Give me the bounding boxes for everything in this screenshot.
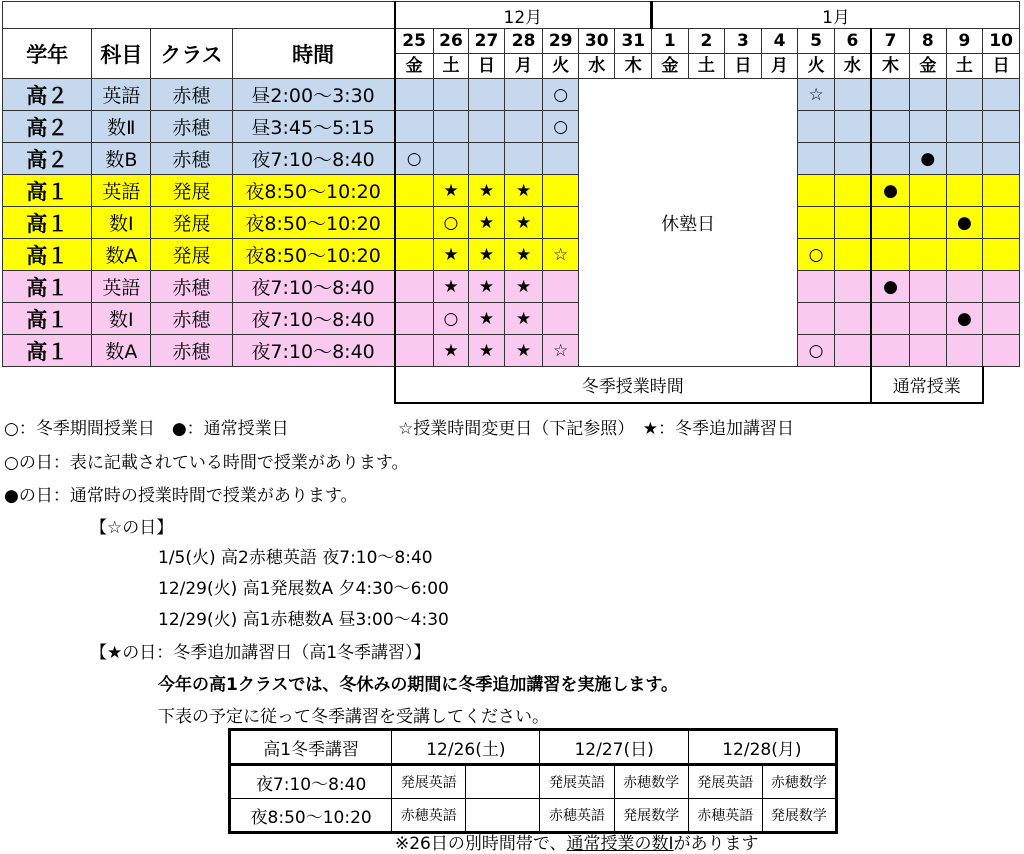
schedule-row bbox=[3, 335, 1020, 367]
day-number: 26 bbox=[433, 29, 469, 54]
schedule-mark: ★ bbox=[469, 207, 505, 239]
schedule-mark: ● bbox=[910, 143, 947, 175]
star-open-item: 1/5(火) 高2赤穂英語 夜7:10～8:40 bbox=[158, 548, 433, 568]
schedule-mark: ★ bbox=[504, 271, 543, 303]
day-number: 7 bbox=[871, 29, 910, 54]
schedule-mark bbox=[798, 111, 835, 143]
day-number: 29 bbox=[543, 29, 579, 54]
schedule-mark: ★ bbox=[504, 207, 543, 239]
star-open-title: 【☆の日】 bbox=[90, 518, 174, 538]
schedule-mark: ☆ bbox=[798, 79, 835, 111]
schedule-mark bbox=[834, 143, 871, 175]
schedule-mark bbox=[543, 271, 579, 303]
schedule-mark: ★ bbox=[469, 271, 505, 303]
schedule-mark bbox=[543, 143, 579, 175]
weekday: 土 bbox=[433, 54, 469, 79]
schedule-mark: ○ bbox=[433, 303, 469, 335]
schedule-mark bbox=[910, 79, 947, 111]
winter-period-label: 冬季授業時間 bbox=[395, 367, 871, 403]
time-cell: 昼3:45～5:15 bbox=[232, 111, 395, 143]
subject-cell: 数Ⅱ bbox=[92, 111, 151, 143]
sub-cell: 発展英語 bbox=[392, 765, 466, 799]
schedule-mark bbox=[395, 271, 434, 303]
schedule-mark: ● bbox=[946, 207, 983, 239]
footnote bbox=[395, 829, 759, 854]
legend-dot-day: ●の日：通常時の授業時間で授業があります。 bbox=[4, 486, 358, 506]
legend-stars: ☆授業時間変更日（下記参照） ★：冬季追加講習日 bbox=[398, 419, 794, 439]
schedule-mark bbox=[798, 303, 835, 335]
schedule-mark: ☆ bbox=[543, 239, 579, 271]
schedule-mark bbox=[946, 111, 983, 143]
legend-circle-day: ○の日：表に記載されている時間で授業があります。 bbox=[4, 453, 409, 473]
schedule-mark bbox=[910, 303, 947, 335]
sub-cell: 赤穂英語 bbox=[688, 799, 762, 833]
schedule-mark bbox=[871, 239, 910, 271]
day-number: 3 bbox=[725, 29, 762, 54]
regular-period-label: 通常授業 bbox=[871, 367, 983, 403]
weekday: 月 bbox=[761, 54, 798, 79]
sub-cell: 発展数学 bbox=[762, 799, 836, 833]
weekday: 木 bbox=[615, 54, 652, 79]
schedule-mark bbox=[504, 143, 543, 175]
day-number: 9 bbox=[946, 29, 983, 54]
grade-cell: 高１ bbox=[3, 207, 92, 239]
schedule-mark bbox=[983, 207, 1020, 239]
subject-cell: 数B bbox=[92, 143, 151, 175]
sub-cell: 発展英語 bbox=[540, 765, 614, 799]
star-open-item: 12/29(火) 高1発展数A 夕4:30～6:00 bbox=[158, 579, 449, 599]
weekday: 水 bbox=[834, 54, 871, 79]
schedule-mark: ● bbox=[946, 303, 983, 335]
holiday-block: 休塾日 bbox=[578, 79, 797, 367]
sub-cell: 赤穂英語 bbox=[392, 799, 466, 833]
day-number: 2 bbox=[688, 29, 725, 54]
day-number: 5 bbox=[798, 29, 835, 54]
sub-cell: 赤穂数学 bbox=[614, 765, 688, 799]
schedule-mark bbox=[798, 143, 835, 175]
subject-cell: 数A bbox=[92, 335, 151, 367]
grade-cell: 高１ bbox=[3, 239, 92, 271]
class-cell: 赤穂 bbox=[151, 303, 232, 335]
schedule-mark bbox=[433, 111, 469, 143]
schedule-mark bbox=[395, 111, 434, 143]
day-number: 27 bbox=[469, 29, 505, 54]
schedule-mark bbox=[946, 239, 983, 271]
time-cell: 夜8:50～10:20 bbox=[232, 239, 395, 271]
class-cell: 赤穂 bbox=[151, 143, 232, 175]
schedule-mark bbox=[983, 111, 1020, 143]
schedule-mark: ★ bbox=[433, 239, 469, 271]
schedule-mark: ★ bbox=[433, 335, 469, 367]
footnote-prefix: ※26日の別時間帯で、 bbox=[395, 834, 567, 854]
schedule-mark bbox=[543, 175, 579, 207]
day-number: 10 bbox=[983, 29, 1020, 54]
day-number: 1 bbox=[652, 29, 689, 54]
schedule-mark bbox=[543, 207, 579, 239]
sub-date: 12/26(土) bbox=[392, 730, 540, 765]
subject-cell: 数A bbox=[92, 239, 151, 271]
sub-cell: 赤穂数学 bbox=[762, 765, 836, 799]
time-cell: 夜7:10～8:40 bbox=[232, 303, 395, 335]
time-cell: 夜8:50～10:20 bbox=[232, 175, 395, 207]
footnote-underlined: 通常授業の数Ⅰ bbox=[566, 834, 674, 854]
schedule-mark bbox=[834, 303, 871, 335]
subject-cell: 英語 bbox=[92, 79, 151, 111]
schedule-mark bbox=[910, 335, 947, 367]
schedule-mark bbox=[469, 79, 505, 111]
schedule-mark: ★ bbox=[469, 175, 505, 207]
schedule-mark bbox=[946, 175, 983, 207]
legend-circles: ○：冬季期間授業日 ●：通常授業日 bbox=[4, 419, 289, 439]
schedule-mark: ★ bbox=[504, 175, 543, 207]
schedule-mark bbox=[504, 111, 543, 143]
grade-cell: 高２ bbox=[3, 143, 92, 175]
star-open-item: 12/29(火) 高1赤穂数A 昼3:00～4:30 bbox=[158, 610, 449, 630]
month-december: 12月 bbox=[395, 2, 652, 29]
schedule-mark: ● bbox=[871, 271, 910, 303]
sub-time: 夜7:10～8:40 bbox=[230, 765, 392, 799]
sub-cell: 赤穂英語 bbox=[540, 799, 614, 833]
schedule-mark bbox=[834, 271, 871, 303]
class-cell: 発展 bbox=[151, 175, 232, 207]
sub-table-title: 高1冬季講習 bbox=[230, 730, 392, 765]
schedule-mark: ○ bbox=[543, 111, 579, 143]
class-cell: 発展 bbox=[151, 239, 232, 271]
schedule-mark: ○ bbox=[433, 207, 469, 239]
schedule-mark bbox=[983, 303, 1020, 335]
subject-cell: 数Ⅰ bbox=[92, 303, 151, 335]
schedule-row bbox=[3, 111, 1020, 143]
winter-course-table bbox=[228, 728, 838, 834]
schedule-mark bbox=[395, 207, 434, 239]
schedule-mark bbox=[983, 239, 1020, 271]
schedule-mark bbox=[910, 111, 947, 143]
schedule-row bbox=[3, 271, 1020, 303]
day-number: 30 bbox=[578, 29, 615, 54]
subject-cell: 英語 bbox=[92, 175, 151, 207]
schedule-mark bbox=[946, 335, 983, 367]
col-grade: 学年 bbox=[3, 29, 92, 79]
grade-cell: 高２ bbox=[3, 79, 92, 111]
schedule-mark bbox=[395, 175, 434, 207]
schedule-mark: ☆ bbox=[543, 335, 579, 367]
schedule-row bbox=[3, 303, 1020, 335]
sub-date: 12/27(日) bbox=[540, 730, 688, 765]
schedule-mark bbox=[834, 175, 871, 207]
schedule-mark bbox=[395, 335, 434, 367]
time-cell: 夜8:50～10:20 bbox=[232, 207, 395, 239]
weekday: 木 bbox=[871, 54, 910, 79]
footnote-suffix: があります bbox=[673, 834, 759, 854]
schedule-mark bbox=[871, 303, 910, 335]
weekday: 金 bbox=[652, 54, 689, 79]
class-cell: 赤穂 bbox=[151, 79, 232, 111]
grade-cell: 高１ bbox=[3, 175, 92, 207]
class-cell: 赤穂 bbox=[151, 271, 232, 303]
weekday: 金 bbox=[395, 54, 434, 79]
schedule-mark bbox=[871, 335, 910, 367]
col-time: 時間 bbox=[232, 29, 395, 79]
weekday: 水 bbox=[578, 54, 615, 79]
grade-cell: 高１ bbox=[3, 303, 92, 335]
sub-cell bbox=[466, 799, 540, 833]
weekday: 土 bbox=[946, 54, 983, 79]
schedule-mark bbox=[983, 335, 1020, 367]
class-cell: 赤穂 bbox=[151, 335, 232, 367]
weekday: 日 bbox=[725, 54, 762, 79]
schedule-mark: ★ bbox=[469, 239, 505, 271]
schedule-mark bbox=[433, 143, 469, 175]
day-number: 25 bbox=[395, 29, 434, 54]
schedule-mark bbox=[798, 175, 835, 207]
grade-cell: 高２ bbox=[3, 111, 92, 143]
schedule-mark: ★ bbox=[469, 335, 505, 367]
schedule-mark bbox=[834, 207, 871, 239]
schedule-mark bbox=[983, 175, 1020, 207]
follow-note: 下表の予定に従って冬季講習を受講してください。 bbox=[158, 707, 549, 727]
schedule-mark bbox=[834, 239, 871, 271]
schedule-mark bbox=[834, 111, 871, 143]
schedule-mark bbox=[946, 143, 983, 175]
class-cell: 発展 bbox=[151, 207, 232, 239]
schedule-mark bbox=[910, 239, 947, 271]
schedule-mark bbox=[395, 239, 434, 271]
schedule-row bbox=[3, 175, 1020, 207]
schedule-mark bbox=[983, 271, 1020, 303]
schedule-mark bbox=[834, 79, 871, 111]
schedule-row bbox=[3, 207, 1020, 239]
day-number: 4 bbox=[761, 29, 798, 54]
schedule-mark bbox=[910, 207, 947, 239]
day-number: 31 bbox=[615, 29, 652, 54]
schedule-mark bbox=[395, 303, 434, 335]
schedule-mark: ○ bbox=[543, 79, 579, 111]
schedule-mark: ○ bbox=[798, 239, 835, 271]
time-cell: 夜7:10～8:40 bbox=[232, 335, 395, 367]
sub-cell: 発展数学 bbox=[614, 799, 688, 833]
month-january: 1月 bbox=[652, 2, 1020, 29]
sub-cell: 発展英語 bbox=[688, 765, 762, 799]
grade-cell: 高１ bbox=[3, 271, 92, 303]
schedule-mark bbox=[395, 79, 434, 111]
sub-date: 12/28(月) bbox=[688, 730, 836, 765]
time-cell: 昼2:00～3:30 bbox=[232, 79, 395, 111]
schedule-row bbox=[3, 239, 1020, 271]
col-subject: 科目 bbox=[92, 29, 151, 79]
schedule-row bbox=[3, 79, 1020, 111]
schedule-mark bbox=[469, 111, 505, 143]
schedule-row bbox=[3, 143, 1020, 175]
weekday: 月 bbox=[504, 54, 543, 79]
schedule-mark: ○ bbox=[798, 335, 835, 367]
day-number: 28 bbox=[504, 29, 543, 54]
schedule-mark: ● bbox=[871, 175, 910, 207]
weekday: 日 bbox=[983, 54, 1020, 79]
day-number: 8 bbox=[910, 29, 947, 54]
schedule-mark: ★ bbox=[504, 239, 543, 271]
schedule-mark bbox=[433, 79, 469, 111]
schedule-mark bbox=[871, 79, 910, 111]
schedule-mark: ★ bbox=[433, 175, 469, 207]
schedule-mark bbox=[983, 79, 1020, 111]
schedule-mark bbox=[834, 335, 871, 367]
weekday: 金 bbox=[910, 54, 947, 79]
schedule-mark bbox=[910, 271, 947, 303]
schedule-mark bbox=[798, 271, 835, 303]
day-number: 6 bbox=[834, 29, 871, 54]
schedule-mark: ○ bbox=[395, 143, 434, 175]
weekday: 火 bbox=[798, 54, 835, 79]
schedule-mark: ★ bbox=[504, 335, 543, 367]
schedule-mark bbox=[798, 207, 835, 239]
weekday: 火 bbox=[543, 54, 579, 79]
star-title: 【★の日：冬季追加講習日（高1冬季講習）】 bbox=[90, 643, 431, 663]
schedule-mark bbox=[910, 175, 947, 207]
time-cell: 夜7:10～8:40 bbox=[232, 143, 395, 175]
schedule-mark bbox=[469, 143, 505, 175]
schedule-mark: ★ bbox=[504, 303, 543, 335]
schedule-mark bbox=[871, 207, 910, 239]
class-cell: 赤穂 bbox=[151, 111, 232, 143]
schedule-mark bbox=[983, 143, 1020, 175]
schedule-table bbox=[2, 1, 1020, 404]
bold-note: 今年の高1クラスでは、冬休みの期間に冬季追加講習を実施します。 bbox=[158, 675, 678, 695]
grade-cell: 高１ bbox=[3, 335, 92, 367]
schedule-rows bbox=[3, 79, 1020, 367]
sub-time: 夜8:50～10:20 bbox=[230, 799, 392, 833]
time-cell: 夜7:10～8:40 bbox=[232, 271, 395, 303]
schedule-mark bbox=[946, 79, 983, 111]
schedule-mark bbox=[946, 271, 983, 303]
schedule-mark bbox=[543, 303, 579, 335]
schedule-mark bbox=[871, 111, 910, 143]
schedule-mark: ★ bbox=[433, 271, 469, 303]
sub-cell bbox=[466, 765, 540, 799]
schedule-mark bbox=[871, 143, 910, 175]
subject-cell: 数Ⅰ bbox=[92, 207, 151, 239]
schedule-mark: ★ bbox=[469, 303, 505, 335]
weekday: 日 bbox=[469, 54, 505, 79]
schedule-mark bbox=[504, 79, 543, 111]
col-class: クラス bbox=[151, 29, 232, 79]
weekday: 土 bbox=[688, 54, 725, 79]
subject-cell: 英語 bbox=[92, 271, 151, 303]
